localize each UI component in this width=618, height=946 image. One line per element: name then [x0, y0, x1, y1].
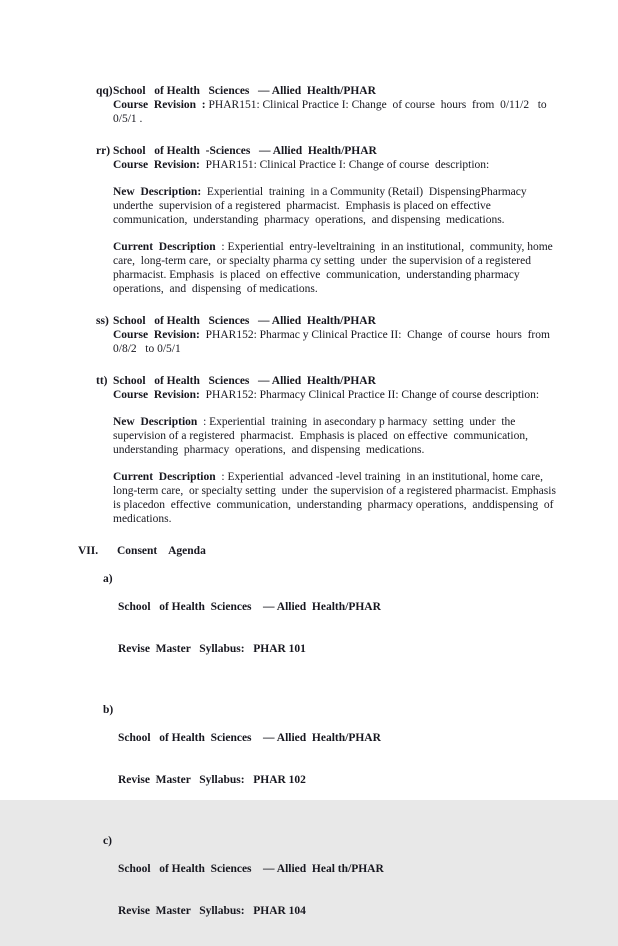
item-body [113, 84, 560, 126]
current-description-paragraph [113, 470, 560, 526]
revise-syllabus-line: Revise Master Syllabus: PHAR 102 [118, 774, 306, 786]
school-line: School of Health Sciences — Allied Health/PHAR [113, 315, 376, 327]
paragraph-label: Current Description [113, 241, 216, 253]
course-revision-list [0, 84, 618, 526]
section-title: Consent Agenda [117, 545, 206, 557]
revise-syllabus-line: Revise Master Syllabus: PHAR 101 [118, 643, 306, 655]
item-body [113, 144, 560, 296]
course-revision-label: Course Revision: [113, 329, 200, 341]
list-item-ss [96, 314, 568, 356]
item-marker: c) [103, 835, 112, 847]
list-item-rr [96, 144, 568, 296]
school-line: School of Health Sciences — Allied Health/PHAR [113, 85, 376, 97]
consent-agenda-section [0, 544, 618, 946]
item-marker: b) [103, 704, 114, 716]
revise-syllabus-line: Revise Master Syllabus: PHAR 104 [118, 905, 306, 917]
course-revision-line [113, 158, 560, 172]
item-marker: rr) [96, 145, 111, 157]
list-item-qq [96, 84, 568, 126]
paragraph-label: New Description [113, 416, 198, 428]
school-line: School of Health Sciences — Allied Health/PHAR [113, 375, 376, 387]
paragraph-label: Current Description [113, 471, 216, 483]
current-description-paragraph [113, 240, 560, 296]
item-body [118, 572, 381, 684]
paragraph-label: New Description: [113, 186, 202, 198]
list-item-tt [96, 374, 568, 526]
school-line: School of Health -Sciences — Allied Health/PHAR [113, 145, 377, 157]
consent-item-b [103, 703, 618, 815]
item-body [118, 703, 381, 815]
course-revision-label: Course Revision: [113, 389, 200, 401]
school-line: School of Health Sciences — Allied Health/PHAR [118, 601, 381, 613]
course-revision-text: PHAR151: Clinical Practice I: Change of course hours from 0/11/2 to 0/5/1 . [113, 99, 550, 125]
paragraph-text: : Experiential advanced -level training in an institutional, home care, long-term care, or specialty setting under the supervision of a registered pharmacist. Emphasis is placedon effective communication, understanding pharmacy operations, anddispensing of medications. [113, 471, 562, 525]
course-revision-text: PHAR152: Pharmacy Clinical Practice II: Change of course description: [199, 389, 540, 401]
paragraph-text: : Experiential training in asecondary p harmacy setting under the supervision of a registered pharmacist. Emphasis is placed on effective communication, understanding pharmacy operations, and dispensing medications. [113, 416, 531, 456]
new-description-paragraph [113, 415, 560, 457]
consent-item-c [103, 834, 618, 946]
item-marker: tt) [96, 375, 108, 387]
course-revision-label: Course Revision : [113, 99, 206, 111]
item-marker: ss) [96, 315, 109, 327]
section-heading [78, 544, 618, 558]
course-revision-line [113, 388, 560, 402]
paragraph-text: Experiential training in a Community (Retail) DispensingPharmacy underthe supervision of a registered pharmacist. Emphasis is placed on effective communication, understanding pharmacy operations, and dispensing medications. [113, 186, 530, 226]
course-revision-text: PHAR151: Clinical Practice I: Change of course description: [199, 159, 490, 171]
course-revision-line [113, 98, 560, 126]
item-body [118, 834, 384, 946]
course-revision-label: Course Revision: [113, 159, 200, 171]
course-revision-text: PHAR152: Pharmac y Clinical Practice II: Change of course hours from 0/8/2 to 0/5/1 [113, 329, 553, 355]
consent-item-a [103, 572, 618, 684]
new-description-paragraph [113, 185, 560, 227]
item-marker: a) [103, 573, 113, 585]
item-body [113, 314, 560, 356]
item-marker: qq) [96, 85, 113, 97]
item-body [113, 374, 560, 526]
section-number: VII. [78, 545, 99, 557]
course-revision-line [113, 328, 560, 356]
school-line: School of Health Sciences — Allied Health/PHAR [118, 732, 381, 744]
school-line: School of Health Sciences — Allied Heal th/PHAR [118, 863, 384, 875]
paragraph-text: : Experiential entry-leveltraining in an institutional, community, home care, long-term care, or specialty pharma cy setting under the supervision of a registered pharmacist. Emphasis is placed on effective communication, understanding pharmacy operations, and dispensing of medications. [113, 241, 556, 295]
